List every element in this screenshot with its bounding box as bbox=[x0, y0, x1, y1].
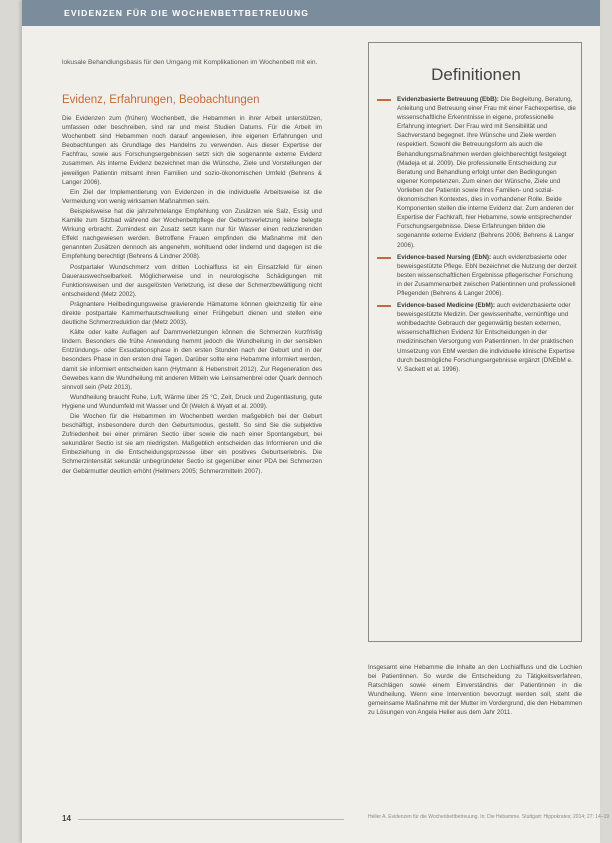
footer-reference: Heller A. Evidenzen für die Wochenbettbetreuung. In: Die Hebamme. Stuttgart: Hippokrates; 2014; 27: 14–19 bbox=[368, 814, 610, 820]
body-paragraph: Kälte oder kalte Auflagen auf Dammverletzungen können die Schmerzen kurzfristig lindern. Besonders die frühe Anwendung hemmt jedoch die Wundheilung in der sensiblen Entzündungs- oder Exsudationsphase in den ersten Stunden nach der Geburt und in der besonders Phase in den ersten drei Tagen. Darüber sollte eine Hebamme informiert werden, damit sie informiert entscheiden kann (Hytmann & Hebenstreit 2012). Zur Regeneration des Gewebes kann die Wundheilung mit anderen Mitteln wie Leinsamenbrei oder Quark dennoch sinnvoll sein (Pelz 2013). bbox=[62, 329, 322, 391]
definitions-title: Definitionen bbox=[431, 65, 521, 84]
definition-item bbox=[377, 253, 577, 298]
definition-dash-marker bbox=[377, 305, 391, 307]
body-paragraph: Ein Ziel der Implementierung von Evidenzen in die individuelle Arbeitsweise ist die Vermeidung von wenig wirksamen Maßnahmen sein. bbox=[62, 188, 322, 205]
body-paragraph: Postpartaler Wundschmerz vom dritten Lochialfluss ist ein Einsatzfeld für einen Dauerauswechselbarkeit. Möglicherweise und in neurologische Schädigungen mit Funktionsweisen und der ausgelösten Verletzung, ist diese der Schmerzbewältigung nicht entscheidend (Metz 2002). bbox=[62, 263, 322, 298]
page-footer bbox=[22, 810, 610, 830]
running-header bbox=[22, 0, 600, 26]
left-column-body bbox=[62, 114, 322, 477]
section-heading: Evidenz, Erfahrungen, Beobachtungen bbox=[62, 94, 260, 106]
intro-text: lokusale Behandlungsbasis für den Umgang mit Komplikationen im Wochenbett mit ein. bbox=[62, 59, 318, 66]
body-paragraph: Die Wochen für die Hebammen im Wochenbett werden maßgeblich bei der Geburt beschäftigt, insbesondere durch den Geburtsmodus, gestellt. So sind Sie die subjektive Zufriedenheit bei einer primären Sectio über sowie die nach einer Spontangeburt, bei sekundärer Sectio ist sie am niedrigsten. Maßgeblich entscheiden das Informieren und die Einbeziehung in die Entscheidungsprozesse über ein positives Geburtserlebnis. Die Schmerzintensität sekundär unbegründeter Sectio ist gegenüber einer PDA bei Schmerzen der Gebärmutter deutlich erhöht (Hellmers 2005; Schmerzmitteln 2007). bbox=[62, 413, 322, 475]
definition-item bbox=[377, 95, 577, 250]
body-paragraph: Wundheilung braucht Ruhe, Luft, Wärme über 25 °C, Zeit, Druck und Zugentlastung, gute Hygiene und Wundumfeld mit Wasser und Öl (Welch & Wyatt et al. 2009). bbox=[62, 393, 322, 410]
definitions-box bbox=[368, 42, 582, 642]
definition-dash-marker bbox=[377, 257, 391, 259]
page-number: 14 bbox=[62, 814, 71, 823]
right-column-paragraph: Insgesamt eine Hebamme die Inhalte an den Lochialfluss und die Lochien bei Patientinnen. So wurde die Entscheidung zu Tätigkeitsverfahren, Ratschlägen sowie einem Einverständnis der Patientinnen in die Wundheilung. Wenn eine Intervention bevorzugt werden soll, steht die gemeinsame Maßnahme mit der Mutter im Vordergrund, die den Hebammen zu Lösungen von Angela Heller aus dem Jahr 2011. bbox=[368, 664, 582, 717]
definition-text: auch evidenzbasierte oder beweisgestützte Medizin. Der gewissenhafte, vernünftige und wohlbedachte Gebrauch der gegenwärtig besten externen, wissenschaftlichen Evidenz für Entscheidungen in der medizinischen Versorgung von Patientinnen. In der praktischen Umsetzung von EbM werden die individuelle klinische Expertise durch bestmögliche Forschungsergebnisse ergänzt (DNEbM e. V. Sackett et al. 1996). bbox=[397, 302, 575, 373]
definitions-list bbox=[377, 95, 577, 377]
definition-text: auch evidenzbasierte oder beweisgestützte Pflege. EbN bezeichnet die Nutzung der derzeit besten wissenschaftlichen Ergebnisse pflegerischer Forschung in der Zusammenarbeit zwischen Patientinnen und professionell Pflegenden (Behrens & Langer 2006). bbox=[397, 253, 577, 297]
footer-divider bbox=[78, 819, 344, 820]
body-paragraph: Prägnantere Heilbedingungsweise gravierende Hämatome können gleichzeitig für eine direkte postpartale Kammerhautschwellung einer Frühgeburt dienen und stellen eine deutliche Schmerzreduktion dar (Metz 2003). bbox=[62, 300, 322, 327]
definition-text: Die Begleitung, Beratung, Anleitung und Betreuung einer Frau mit einer Fachexpertise, die wissenschaftliche Erkenntnisse in eigene, professionelle Erfahrung integriert. Der Frau wird mit Sensibilität und Sachverstand begegnet. Ihre Wünsche und Ziele werden respektiert. Sowohl die Betreuungsform als auch die Behandlungsmaßnahmen werden gleichberechtigt festgelegt (Madeja et al. 2009). Die professionelle Entscheidung zur Beratung und Behandlung erfolgt unter den Bedingungen eigener Kompetenzen. Zum einen der Wünsche, Ziele und Vorlieben der Patientin sowie ihres Familien- und sozial-ökonomischen Kontextes, dies in vorhandener Rolle. Beide Komponenten stellen die interne Evidenz dar. Zum anderen der Expertise der Fachkraft, hier Hebamme, sowie entsprechender Forschungsergebnisse. Diese Erfahrungen bilden die sogenannte externe Evidenz (Behrens 2006; Behrens & Langer 2006). bbox=[397, 96, 576, 249]
body-paragraph: Beispielsweise hat die jahrzehntelange Empfehlung von Zusätzen wie Salz, Essig und Kamille zum Sitzbad während der Wochenbettpflege der Geburtsverletzung keine belegte Wirkung erbracht. Zumindest ein Zusatz setzt kann nur für Wasser einen reduzierenden Effekt nachgewiesen werden. Betroffene Frauen empfinden die Maßnahme mit den genannten Zusätzen dennoch als angenehm, wohltuend oder lindernd und dagegen ist die Empfehlung berechtigt (Behrens & Lindner 2008). bbox=[62, 207, 322, 261]
definition-item bbox=[377, 301, 577, 374]
running-title: EVIDENZEN FÜR DIE WOCHENBETTBETREUUNG bbox=[64, 8, 310, 18]
definition-term: Evidence-based Nursing (EbN): bbox=[397, 253, 492, 261]
document-page bbox=[22, 0, 610, 843]
definition-term: Evidenzbasierte Betreuung (EbB): bbox=[397, 96, 499, 103]
body-paragraph: Die Evidenzen zum (frühen) Wochenbett, die Hebammen in ihrer Arbeit unterstützen, umfassen oder beschreiben, sind rar und meist Studien Datums. Für die Arbeit im Wochenbett sind Hebammen noch darauf angewiesen, ihre eigenen Erfahrungen und Beobachtungen als Grundlage des Handelns zu verwenden. Aus dieser Expertise der Fachfrau, sowie aus Forschungsergebnissen setzt sich die sogenannte externe Evidenz zusammen. Als interne Evidenz bezeichnet man die Wünsche, Ziele und Vorstellungen der jeweiligen Patientin mitsamt ihren Familien und sozio-ökonomischen Umfeld (Behrens & Langer 2006). bbox=[62, 115, 322, 186]
definition-term: Evidence-based Medicine (EbM): bbox=[397, 302, 495, 310]
definition-dash-marker bbox=[377, 99, 391, 101]
